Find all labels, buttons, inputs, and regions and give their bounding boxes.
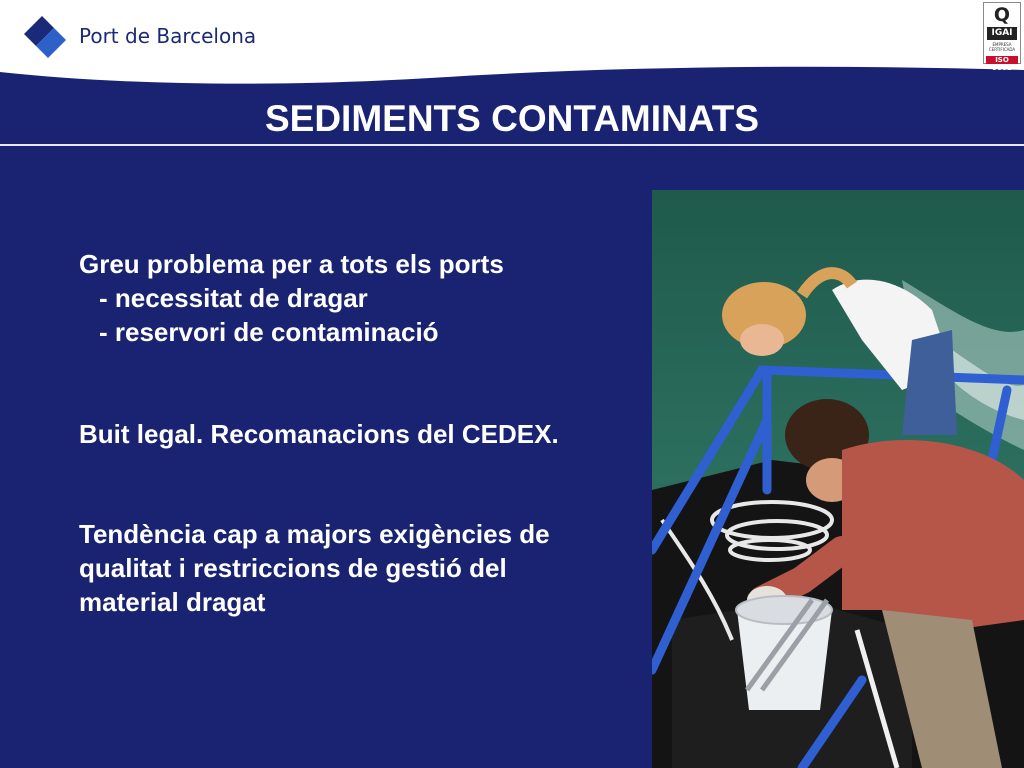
slide-body — [79, 247, 639, 619]
bullet-main-3-line-2: qualitat i restriccions de gestió del — [79, 553, 507, 583]
slide-title: SEDIMENTS CONTAMINATS — [264, 98, 759, 139]
bullet-sub-2: - reservori de contaminació — [99, 317, 439, 347]
cert-letter: Q — [993, 4, 1011, 26]
bullet-sub-1: - necessitat de dragar — [99, 283, 368, 313]
brand-name: Port de Barcelona — [79, 24, 257, 48]
port-logo-icon — [24, 16, 66, 58]
slide-header — [0, 0, 1024, 88]
cert-caption: EMPRESA CERTIFICADA — [988, 42, 1016, 52]
title-divider — [0, 144, 1024, 146]
cert-standard: ISO 9001 — [986, 56, 1018, 64]
bullet-main-3-line-1: Tendència cap a majors exigències de — [79, 519, 550, 549]
sediment-sampling-photo — [652, 190, 1024, 768]
cert-mark: IGAI — [987, 27, 1017, 40]
bullet-main-1: Greu problema per a tots els ports — [79, 249, 504, 279]
bullet-main-3-line-3: material dragat — [79, 587, 266, 617]
bullet-main-2: Buit legal. Recomanacions del CEDEX. — [79, 419, 559, 449]
iso-certification-badge — [983, 2, 1021, 72]
